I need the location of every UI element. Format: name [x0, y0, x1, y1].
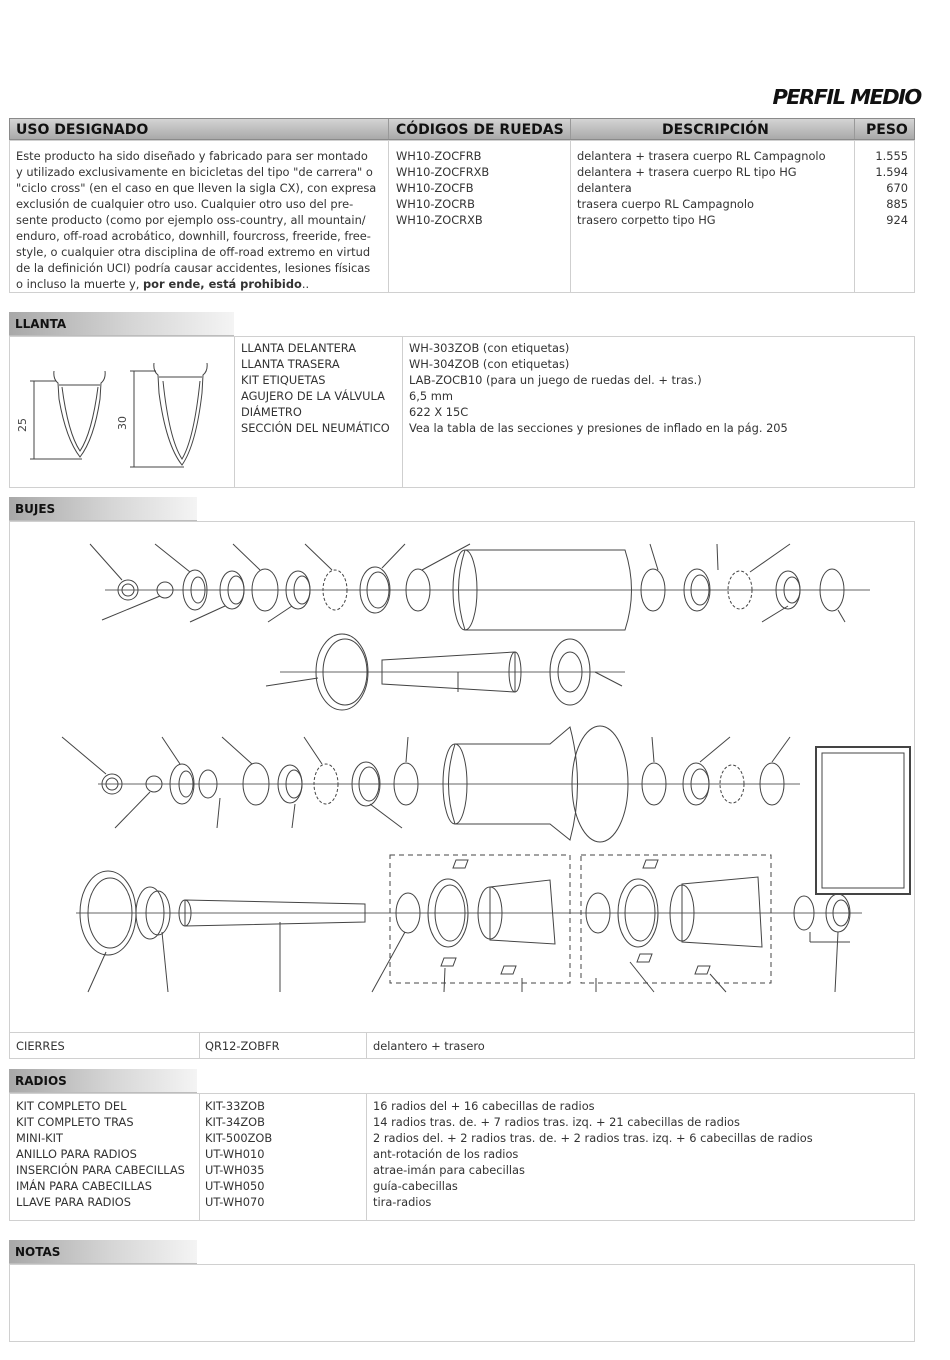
weight-item: 885 [886, 197, 908, 211]
weight-item: 924 [886, 213, 908, 227]
radio-code: UT-WH070 [205, 1195, 265, 1209]
cierres-label: CIERRES [16, 1039, 65, 1053]
radio-code: UT-WH050 [205, 1179, 265, 1193]
code-item: WH10-ZOCRB [396, 197, 475, 211]
weight-item: 1.555 [875, 149, 908, 163]
llanta-box [9, 336, 915, 488]
cierres-code: QR12-ZOBFR [205, 1039, 280, 1053]
weight-item: 670 [886, 181, 908, 195]
llanta-value: WH-304ZOB (con etiquetas) [409, 357, 570, 371]
radio-desc: 16 radios del + 16 cabecillas de radios [373, 1099, 595, 1113]
rim-front-height: 25 [16, 418, 29, 432]
llanta-value: WH-303ZOB (con etiquetas) [409, 341, 570, 355]
radio-code: KIT-34ZOB [205, 1115, 265, 1129]
code-item: WH10-ZOCFRXB [396, 165, 490, 179]
llanta-value: LAB-ZOCB10 (para un juego de ruedas del. + tras.) [409, 373, 702, 387]
llanta-key: SECCIÓN DEL NEUMÁTICO [241, 421, 390, 435]
notas-box [9, 1264, 915, 1342]
radios-section-tab: RADIOS [9, 1069, 197, 1093]
llanta-key: LLANTA DELANTERA [241, 341, 357, 355]
page-title: PERFIL MEDIO [772, 85, 921, 109]
radio-key: KIT COMPLETO TRAS [16, 1115, 134, 1129]
desc-item: delantera + trasera cuerpo RL Campagnolo [577, 149, 826, 163]
code-item: WH10-ZOCFRB [396, 149, 482, 163]
header-peso: PESO [866, 122, 908, 138]
uso-text: Este producto ha sido diseñado y fabricado para ser montado y utilizado exclusivamente en bicicletas del tipo "de carrera" o "ciclo cross" (en el caso en que lleven la sigla CX), con expresa exclusión de cualquier otro uso. Cualquier otro uso del pre- sente producto (como por ejemplo oss-country, all mountain/ enduro, off-road acrobático, downhill, fourcross, freeride, free- style, o cualquier otra disciplina de off-road extremo en virtud de la definición UCI) podría causar accidentes, lesiones físicas o incluso la muerte y, por ende, está prohibido.. [16, 149, 377, 291]
llanta-value: 622 X 15C [409, 405, 469, 419]
code-item: WH10-ZOCRXB [396, 213, 483, 227]
llanta-key: KIT ETIQUETAS [241, 373, 326, 387]
radio-desc: 2 radios del. + 2 radios tras. de. + 2 radios tras. izq. + 6 cabecillas de radios [373, 1131, 813, 1145]
uso-header-bar [9, 118, 915, 140]
llanta-value: Vea la tabla de las secciones y presiones de inflado en la pág. 205 [409, 421, 788, 435]
code-item: WH10-ZOCFB [396, 181, 474, 195]
radios-codes [205, 1098, 272, 1210]
llanta-key: DIÁMETRO [241, 405, 302, 419]
llanta-value: 6,5 mm [409, 389, 453, 403]
hub-exploded-diagram [10, 522, 914, 1032]
desc-item: delantera [577, 181, 632, 195]
header-codigos: CÓDIGOS DE RUEDAS [396, 122, 564, 138]
radio-code: KIT-500ZOB [205, 1131, 273, 1145]
llanta-values [409, 340, 788, 436]
bujes-section-tab: BUJES [9, 497, 197, 521]
wheel-codes [396, 148, 489, 228]
llanta-keys [241, 340, 390, 436]
llanta-section-tab: LLANTA [9, 312, 234, 336]
wheel-descriptions [577, 148, 826, 228]
radio-desc: 14 radios tras. de. + 7 radios tras. izq. + 21 cabecillas de radios [373, 1115, 740, 1129]
radio-key: INSERCIÓN PARA CABECILLAS [16, 1163, 185, 1177]
cierres-desc: delantero + trasero [373, 1039, 485, 1053]
radio-code: UT-WH010 [205, 1147, 265, 1161]
header-uso: USO DESIGNADO [16, 122, 149, 138]
radio-desc: guía-cabecillas [373, 1179, 458, 1193]
radio-desc: atrae-imán para cabecillas [373, 1163, 525, 1177]
rim-rear-height: 30 [116, 416, 129, 430]
radios-descs [373, 1098, 813, 1210]
desc-item: delantera + trasera cuerpo RL tipo HG [577, 165, 797, 179]
radio-key: KIT COMPLETO DEL [16, 1099, 127, 1113]
radio-key: IMÁN PARA CABECILLAS [16, 1179, 152, 1193]
prohibido-text: por ende, está prohibido [143, 277, 302, 291]
radio-code: UT-WH035 [205, 1163, 265, 1177]
header-descripcion: DESCRIPCIÓN [662, 122, 769, 138]
wheel-weights [875, 148, 908, 228]
radios-box [9, 1093, 915, 1221]
desc-item: trasero corpetto tipo HG [577, 213, 716, 227]
uso-table-body [9, 140, 915, 293]
weight-item: 1.594 [875, 165, 908, 179]
bujes-box [9, 521, 915, 1059]
radio-key: ANILLO PARA RADIOS [16, 1147, 137, 1161]
radio-key: MINI-KIT [16, 1131, 63, 1145]
notas-section-tab: NOTAS [9, 1240, 197, 1264]
radio-desc: tira-radios [373, 1195, 432, 1209]
radios-keys [16, 1098, 185, 1210]
desc-item: trasera cuerpo RL Campagnolo [577, 197, 755, 211]
radio-code: KIT-33ZOB [205, 1099, 265, 1113]
llanta-key: LLANTA TRASERA [241, 357, 340, 371]
rim-profile-diagram [14, 359, 224, 474]
radio-desc: ant-rotación de los radios [373, 1147, 519, 1161]
llanta-key: AGUJERO DE LA VÁLVULA [241, 389, 385, 403]
radio-key: LLAVE PARA RADIOS [16, 1195, 131, 1209]
